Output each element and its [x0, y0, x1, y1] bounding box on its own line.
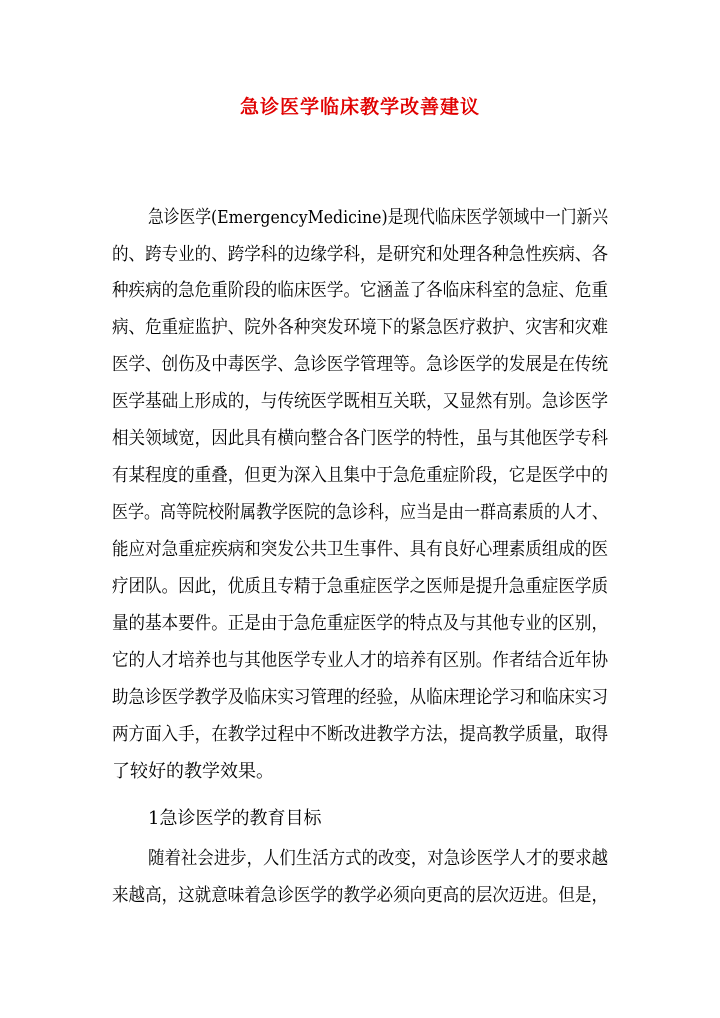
paragraph-line: 相关领域宽，因此具有横向整合各门医学的特性，虽与其他医学专科 [112, 428, 608, 449]
paragraph-line: 了较好的教学效果。 [112, 761, 274, 782]
section-heading: 1急诊医学的教育目标 [148, 808, 322, 829]
paragraph-line: 量的基本要件。正是由于急危重症医学的特点及与其他专业的区别， [112, 613, 608, 634]
paragraph-line: 病、危重症监护、院外各种突发环境下的紧急医疗救护、灾害和灾难 [112, 317, 608, 338]
paragraph-line: 随着社会进步，人们生活方式的改变，对急诊医学人才的要求越 [148, 848, 608, 869]
paragraph-line: 助急诊医学教学及临床实习管理的经验，从临床理论学习和临床实习 [112, 687, 608, 708]
paragraph-line: 它的人才培养也与其他医学专业人才的培养有区别。作者结合近年协 [112, 650, 608, 671]
paragraph-line: 两方面入手，在教学过程中不断改进教学方法，提高教学质量，取得 [112, 724, 608, 745]
paragraph-line: 来越高，这就意味着急诊医学的教学必须向更高的层次迈进。但是， [112, 885, 608, 906]
paragraph-line: 种疾病的急危重阶段的临床医学。它涵盖了各临床科室的急症、危重 [112, 280, 608, 301]
paragraph-line: 医学。高等院校附属教学医院的急诊科，应当是由一群高素质的人才、 [112, 502, 608, 523]
document-title: 急诊医学临床教学改善建议 [239, 96, 480, 118]
paragraph-line: 医学、创伤及中毒医学、急诊医学管理等。急诊医学的发展是在传统 [112, 354, 608, 375]
paragraph-line: 急诊医学(EmergencyMedicine)是现代临床医学领域中一门新兴 [148, 207, 608, 228]
paragraph-line: 能应对急重症疾病和突发公共卫生事件、具有良好心理素质组成的医 [112, 539, 608, 560]
paragraph-line: 有某程度的重叠，但更为深入且集中于急危重症阶段，它是医学中的 [112, 465, 608, 486]
paragraph-line: 医学基础上形成的，与传统医学既相互关联，又显然有别。急诊医学 [112, 391, 608, 412]
paragraph-line: 的、跨专业的、跨学科的边缘学科，是研究和处理各种急性疾病、各 [112, 244, 608, 265]
paragraph-line: 疗团队。因此，优质且专精于急重症医学之医师是提升急重症医学质 [112, 576, 608, 597]
